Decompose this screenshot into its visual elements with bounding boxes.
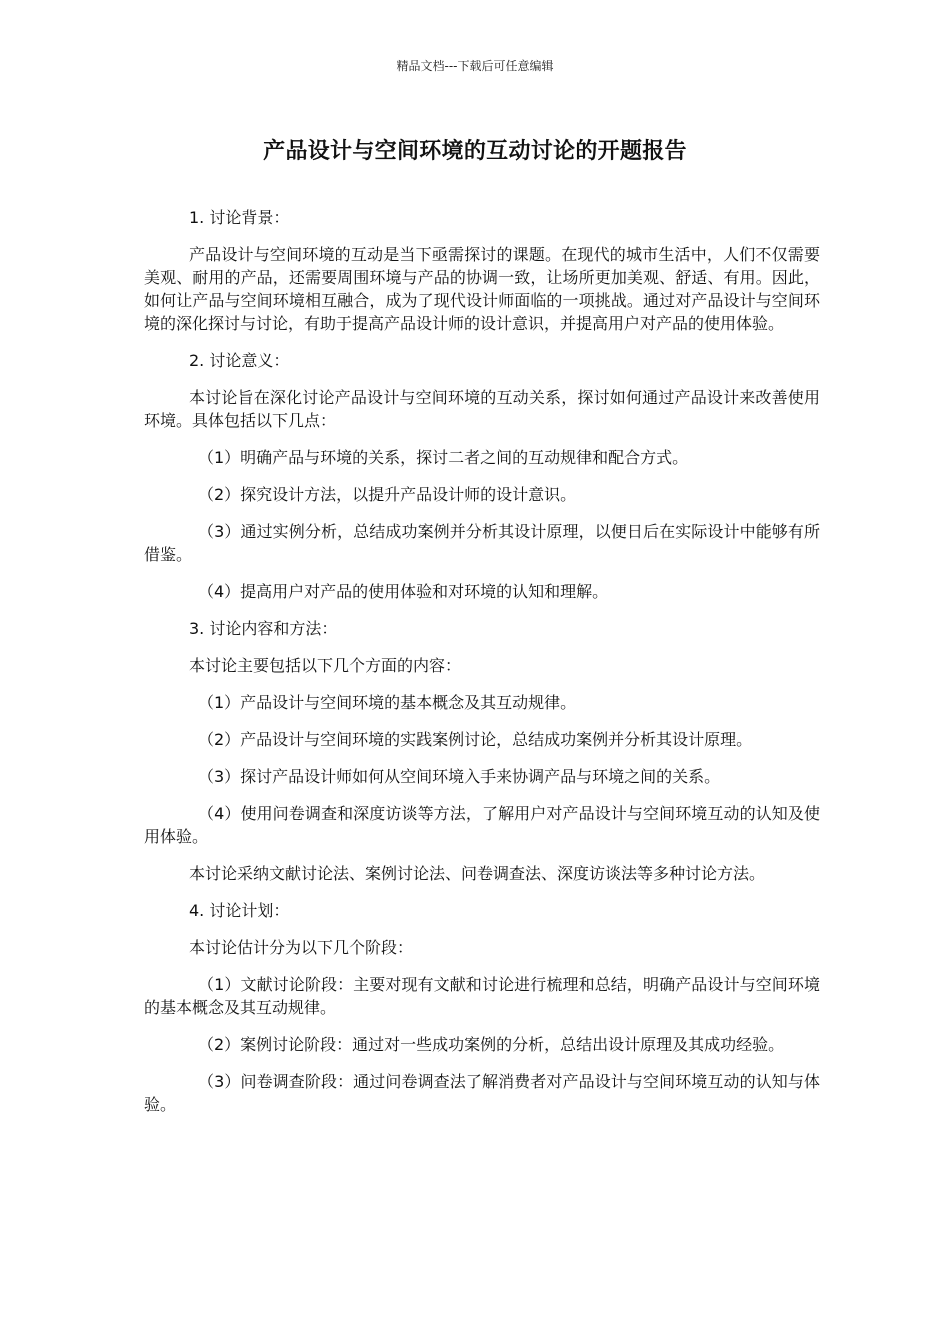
body-paragraph: 产品设计与空间环境的互动是当下亟需探讨的课题。在现代的城市生活中，人们不仅需要美观、耐用的产品，还需要周围环境与产品的协调一致，让场所更加美观、舒适、有用。因此，如何让产品与空间环境相互融合，成为了现代设计师面临的一项挑战。通过对产品设计与空间环境的深化探讨与讨论，有助于提高产品设计师的设计意识，并提高用户对产品的使用体验。	[144, 245, 820, 333]
section-heading: 2. 讨论意义：	[189, 351, 290, 370]
section-heading: 3. 讨论内容和方法：	[189, 619, 338, 638]
list-item: （4）提高用户对产品的使用体验和对环境的认知和理解。	[198, 582, 609, 601]
body-paragraph: 本讨论旨在深化讨论产品设计与空间环境的互动关系，探讨如何通过产品设计来改善使用环境。具体包括以下几点：	[144, 388, 820, 430]
body-paragraph: 本讨论估计分为以下几个阶段：	[189, 938, 414, 957]
list-item: （1）产品设计与空间环境的基本概念及其互动规律。	[198, 693, 577, 712]
page-header: 精品文档---下载后可任意编辑	[396, 59, 554, 73]
body-paragraph: 本讨论主要包括以下几个方面的内容：	[189, 656, 462, 675]
section-heading: 4. 讨论计划：	[189, 901, 290, 920]
list-item: （2）探究设计方法，以提升产品设计师的设计意识。	[198, 485, 577, 504]
list-item: （3）通过实例分析，总结成功案例并分析其设计原理，以便日后在实际设计中能够有所借鉴。	[144, 522, 820, 564]
list-item: （1）明确产品与环境的关系，探讨二者之间的互动规律和配合方式。	[198, 448, 689, 467]
list-item: （4）使用问卷调查和深度访谈等方法，了解用户对产品设计与空间环境互动的认知及使用体验。	[144, 804, 820, 846]
list-item: （3）探讨产品设计师如何从空间环境入手来协调产品与环境之间的关系。	[198, 767, 721, 786]
list-item: （3）问卷调查阶段：通过问卷调查法了解消费者对产品设计与空间环境互动的认知与体验。	[144, 1072, 820, 1114]
list-item: （2）产品设计与空间环境的实践案例讨论，总结成功案例并分析其设计原理。	[198, 730, 753, 749]
document-title: 产品设计与空间环境的互动讨论的开题报告	[263, 139, 687, 164]
section-heading: 1. 讨论背景：	[189, 208, 290, 227]
document-body	[144, 206, 820, 1130]
body-paragraph: 本讨论采纳文献讨论法、案例讨论法、问卷调查法、深度访谈法等多种讨论方法。	[189, 864, 766, 883]
list-item: （1）文献讨论阶段：主要对现有文献和讨论进行梳理和总结，明确产品设计与空间环境的基本概念及其互动规律。	[144, 975, 820, 1017]
list-item: （2）案例讨论阶段：通过对一些成功案例的分析，总结出设计原理及其成功经验。	[198, 1035, 785, 1054]
